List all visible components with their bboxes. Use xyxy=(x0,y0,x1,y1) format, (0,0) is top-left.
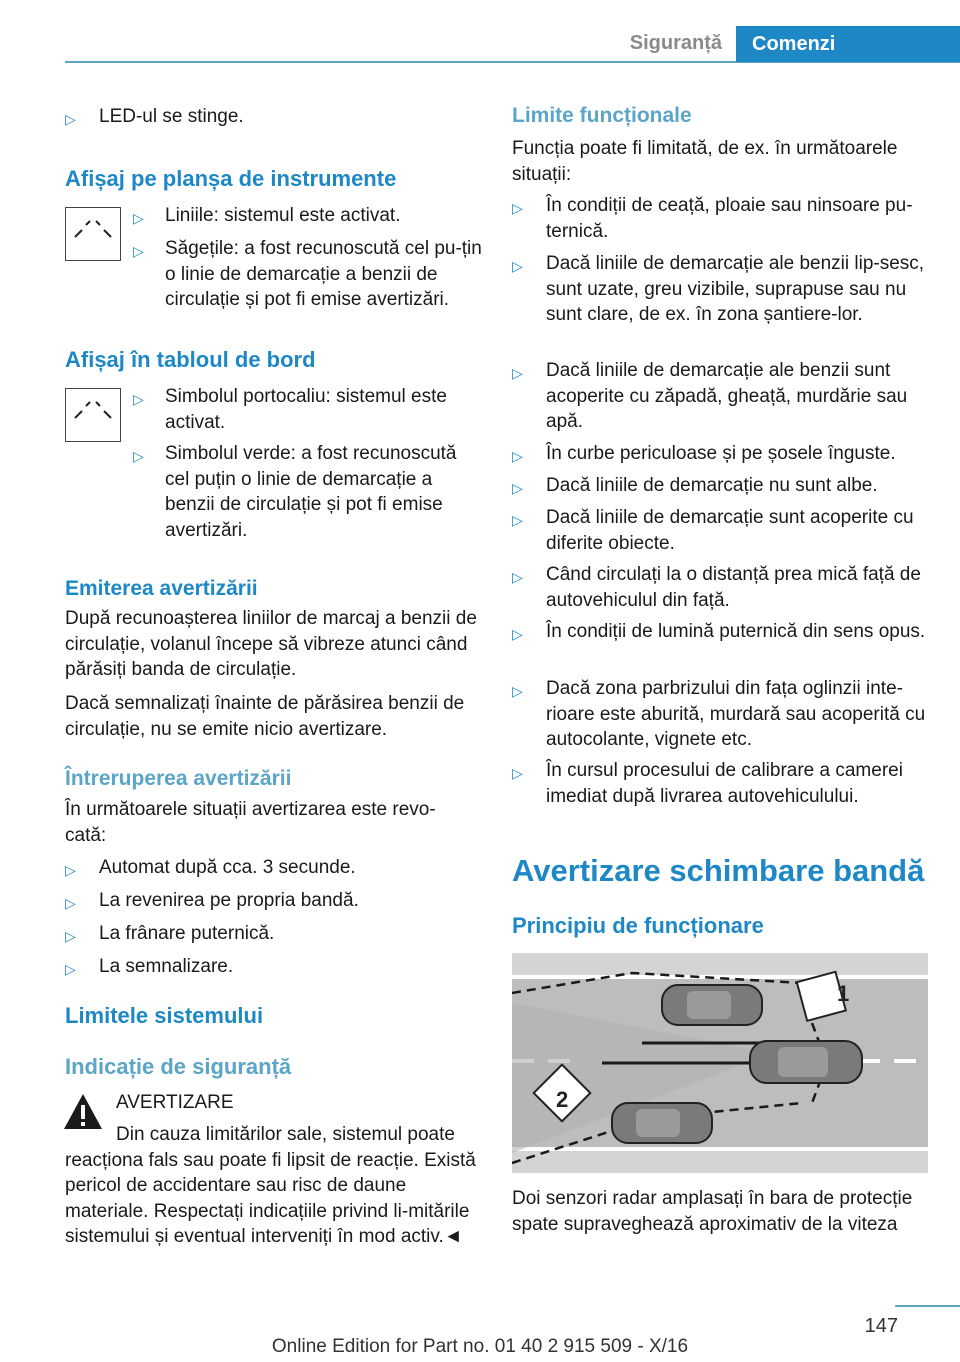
heading-limits: Limitele sistemului xyxy=(65,1003,264,1028)
list-item: ▷ Săgețile: a fost recunoscută cel pu-țin o linie de demarcație a benzii de circulație și pot fi emise avertizări. xyxy=(133,238,482,310)
warning-title: AVERTIZARE xyxy=(116,1092,234,1113)
page-number: 147 xyxy=(864,1315,898,1337)
paragraph: După recunoașterea liniilor de marcaj a benzii de circulație, volanul începe să vibreze atunci când părăsiți banda de circulație. xyxy=(65,608,477,680)
list-item: ▷ Dacă liniile de demarcație nu sunt albe. xyxy=(512,473,932,499)
bullet-triangle-icon: ▷ xyxy=(133,448,144,464)
list-item: ▷ La semnalizare. xyxy=(65,954,485,980)
bullet-triangle-icon: ▷ xyxy=(65,895,76,911)
list-item: ▷ În condiții de lumină puternică din sens opus. xyxy=(512,619,932,645)
list-item: ▷ La frânare puternică. xyxy=(65,921,485,947)
bullet-triangle-icon: ▷ xyxy=(512,200,523,216)
bullet-triangle-icon: ▷ xyxy=(512,480,523,496)
heading-principle: Principiu de funcționare xyxy=(512,913,764,938)
bullet-triangle-icon: ▷ xyxy=(512,569,523,585)
list-item: ▷ În cursul procesului de calibrare a camerei imediat după livrarea autovehiculului. xyxy=(512,760,903,807)
bullet-triangle-icon: ▷ xyxy=(512,683,523,699)
list-item: ▷ Dacă zona parbrizului din fața oglinzii inte-rioare este aburită, murdară sau acoperită cu autocolante, vignete etc. xyxy=(512,678,926,750)
list-item: ▷ Simbolul portocaliu: sistemul este activat. xyxy=(133,386,447,433)
car-icon xyxy=(662,985,762,1025)
footer-rule xyxy=(895,1305,960,1307)
warning-text: Din cauza limitărilor sale, sistemul poate reacționa fals sau poate fi lipsit de reacție. Există pericol de accidentare sau risc de daune materiale. Respectați indicațiile privind li-mitările sistemului și eventual interveniți în mod activ.◄ xyxy=(65,1124,476,1247)
diagram-label-2: 2 xyxy=(556,1087,569,1112)
bullet-triangle-icon: ▷ xyxy=(133,391,144,407)
bullet-triangle-icon: ▷ xyxy=(65,928,76,944)
list-item: ▷ În curbe periculoase și pe șosele înguste. xyxy=(512,441,932,467)
paragraph: Dacă semnalizați înainte de părăsirea benzii de circulație, nu se emite nicio avertizare. xyxy=(65,693,465,740)
paragraph: Funcția poate fi limitată, de ex. în următoarele situații: xyxy=(512,138,898,185)
bullet-triangle-icon: ▷ xyxy=(133,210,144,226)
list-item: ▷ Simbolul verde: a fost recunoscută cel puțin o linie de demarcație a benzii de circulație și pot fi emise avertizări. xyxy=(133,443,457,541)
bullet-triangle-icon: ▷ xyxy=(512,626,523,642)
lane-lines-icon xyxy=(65,388,121,442)
list-item: ▷ Liniile: sistemul este activat. xyxy=(133,203,483,229)
list-item: ▷ Dacă liniile de demarcație ale benzii lip-sesc, sunt uzate, greu vizibile, suprapuse sau nu sunt clare, de ex. în zona șantiere-lor. xyxy=(512,253,925,325)
tab-comenzi[interactable]: Comenzi xyxy=(736,26,960,62)
heading-emit: Emiterea avertizării xyxy=(65,577,258,600)
car-icon xyxy=(612,1103,712,1143)
paragraph: Doi senzori radar amplasați în bara de protecție spate supraveghează aproximativ de la viteza xyxy=(512,1188,913,1235)
list-item: ▷ Când circulați la o distanță prea mică față de autovehiculul din față. xyxy=(512,564,921,611)
lane-lines-icon xyxy=(65,207,121,261)
lane-change-diagram xyxy=(512,953,928,1173)
heading-cluster: Afișaj pe planșa de instrumente xyxy=(65,166,397,191)
bullet-triangle-icon: ▷ xyxy=(512,258,523,274)
heading-func-limits: Limite funcționale xyxy=(512,104,692,127)
bullet-triangle-icon: ▷ xyxy=(65,862,76,878)
bullet-triangle-icon: ▷ xyxy=(65,111,76,127)
bullet-triangle-icon: ▷ xyxy=(133,243,144,259)
diagram-label-1: 1 xyxy=(837,981,850,1006)
bullet-triangle-icon: ▷ xyxy=(512,365,523,381)
heading-safety: Indicație de siguranță xyxy=(65,1054,292,1079)
tab-siguranta[interactable]: Siguranță xyxy=(629,32,722,54)
car-icon xyxy=(750,1041,862,1083)
edition-footer: Online Edition for Part no. 01 40 2 915 509 - X/16 xyxy=(271,1336,689,1357)
bullet-triangle-icon: ▷ xyxy=(65,961,76,977)
bullet-triangle-icon: ▷ xyxy=(512,448,523,464)
list-item: ▷ La revenirea pe propria bandă. xyxy=(65,888,485,914)
bullet-triangle-icon: ▷ xyxy=(512,765,523,781)
bullet-triangle-icon: ▷ xyxy=(512,512,523,528)
list-item: ▷ Automat după cca. 3 secunde. xyxy=(65,855,485,881)
heading-lane-change: Avertizare schimbare bandă xyxy=(512,853,925,888)
list-item: ▷ În condiții de ceață, ploaie sau ninsoare pu-ternică. xyxy=(512,195,913,242)
paragraph: În următoarele situații avertizarea este revo-cată: xyxy=(65,799,436,846)
list-item: ▷ LED-ul se stinge. xyxy=(65,104,485,130)
heading-interrupt: Întreruperea avertizării xyxy=(65,767,292,790)
heading-dashboard: Afișaj în tabloul de bord xyxy=(65,347,316,372)
list-item: ▷ Dacă liniile de demarcație sunt acoperite cu diferite obiecte. xyxy=(512,507,914,554)
list-item: ▷ Dacă liniile de demarcație ale benzii sunt acoperite cu zăpadă, gheață, murdărie sau apă. xyxy=(512,360,908,432)
